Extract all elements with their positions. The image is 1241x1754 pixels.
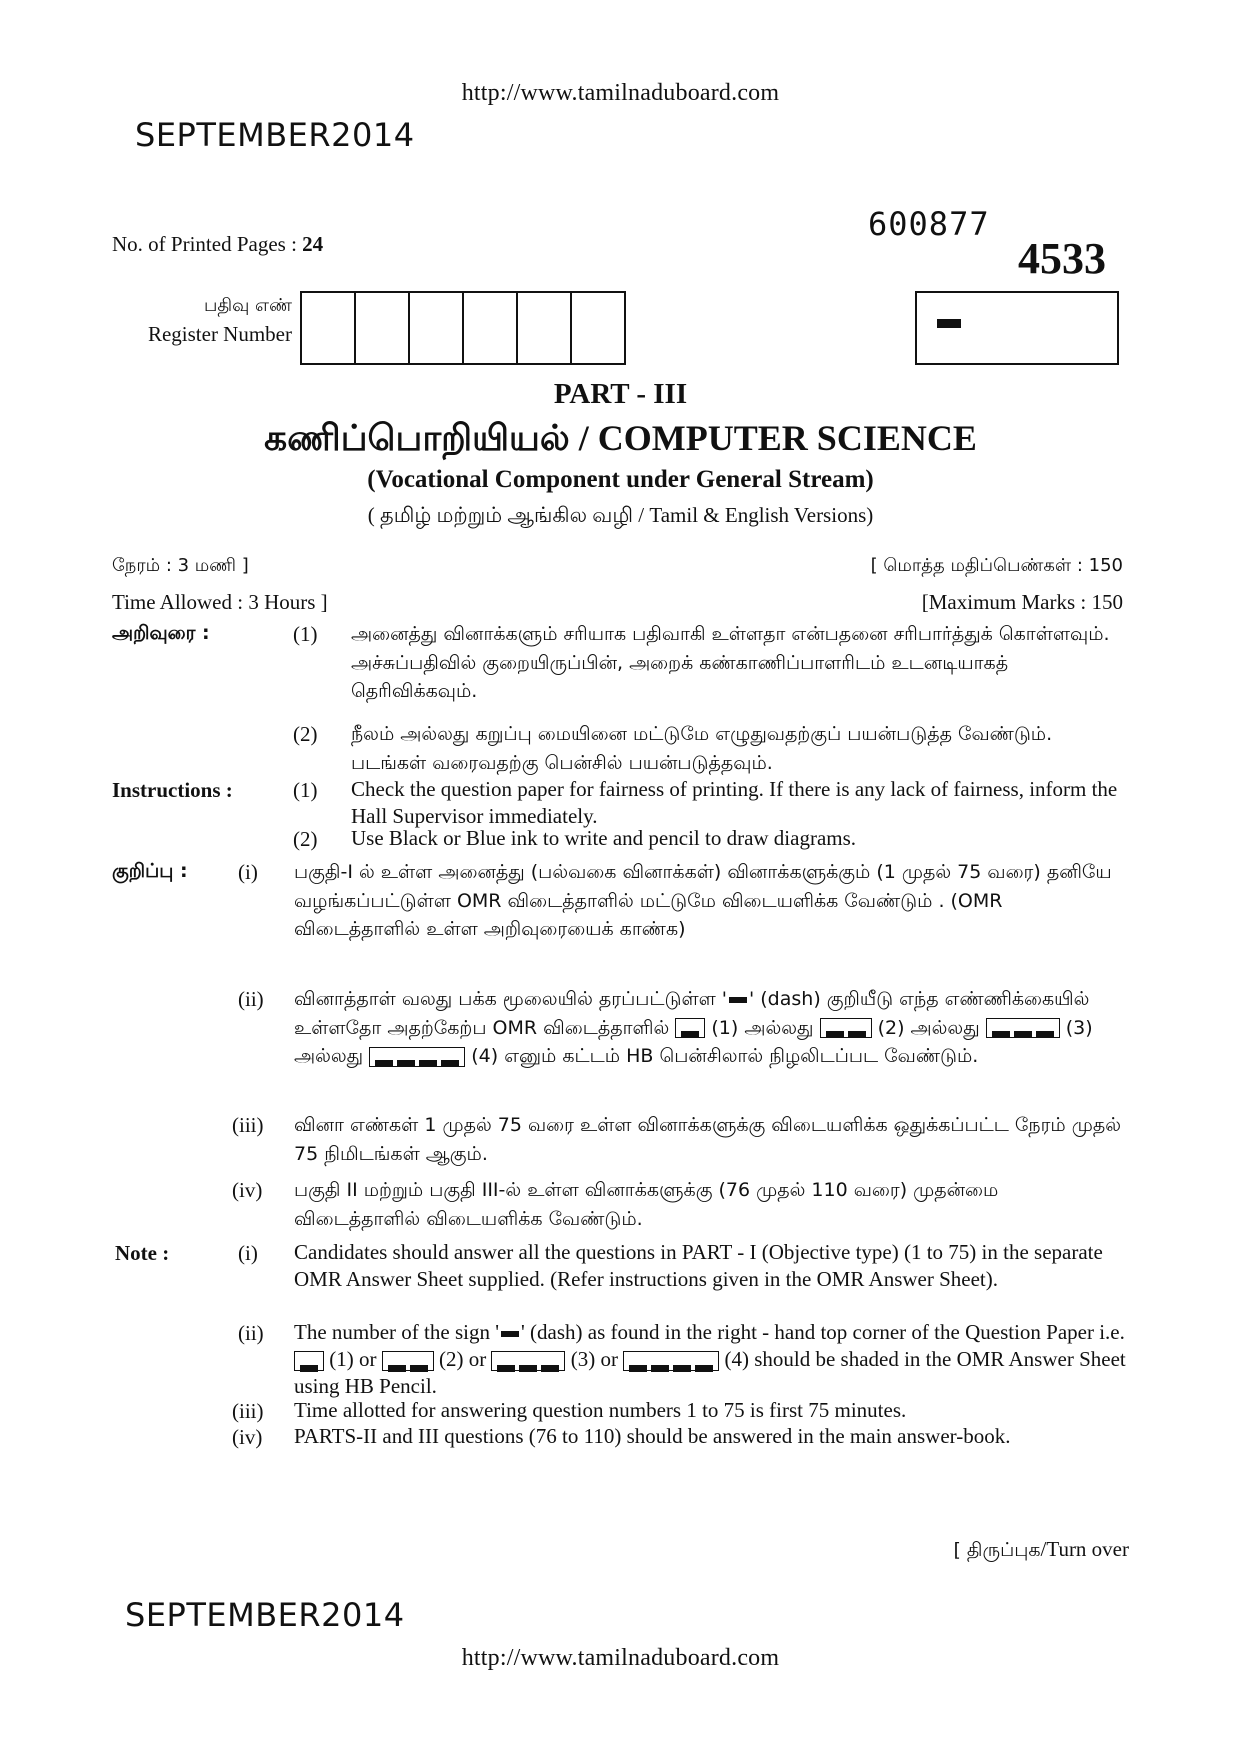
url-bottom[interactable]: http://www.tamilnaduboard.com [461, 1645, 780, 1671]
register-digit-box[interactable] [302, 293, 356, 363]
printed-pages [112, 232, 323, 257]
register-label [100, 292, 292, 348]
note-en-dash-text-4: (2) or [438, 1347, 487, 1371]
note-en-text: Time allotted for answering question numbers 1 to 75 is first 75 minutes. [294, 1398, 907, 1422]
dash-sign-box [915, 291, 1119, 365]
register-digit-box[interactable] [356, 293, 410, 363]
omr-box-3-icon [986, 1018, 1060, 1038]
instruction-en-text: Use Black or Blue ink to write and pencil to draw diagrams. [351, 826, 857, 850]
instruction-ta-text: அனைத்து வினாக்களும் சரியாக பதிவாகி உள்ளதா என்பதனை சரிபார்த்துக் கொள்ளவும். அச்சுப்பதிவில் குறையிருப்பின், அறைக் கண்காணிப்பாளரிடம் உடனடியாகத் தெரிவிக்கவும். [351, 623, 1110, 702]
instruction-en-number: (1) [293, 778, 318, 802]
note-ta-text: பகுதி II மற்றும் பகுதி III-ல் உள்ள வினாக்களுக்கு (76 முதல் 110 வரை) முதன்மை விடைத்தாளில் விடையளிக்க வேண்டும். [294, 1179, 999, 1230]
note-en-dash-text-1: The number of the sign ' [294, 1320, 499, 1344]
register-label-ta: பதிவு எண் [203, 295, 292, 316]
note-ta-dash-text-6: (4) எனும் கட்டம் HB பென்சிலால் நிழலிடப்பட வேண்டும். [471, 1045, 979, 1067]
register-label-en: Register Number [147, 322, 292, 346]
omr-box-1-icon [675, 1018, 705, 1038]
note-en-dash-text-6: (4) should be shaded in the OMR Answer Sheet using HB Pencil. [294, 1347, 1126, 1398]
printed-pages-label: No. of Printed Pages : [112, 232, 297, 256]
register-digit-box[interactable] [464, 293, 518, 363]
note-ta-number: (iv) [232, 1178, 263, 1202]
instructions-en-label: Instructions : [112, 778, 233, 802]
note-ta-text: வினா எண்கள் 1 முதல் 75 வரை உள்ள வினாக்களுக்கு விடையளிக்க ஒதுக்கப்பட்ட நேரம் முதல் 75 நிமிடங்கள் ஆகும். [294, 1114, 1122, 1165]
turn-over [953, 1537, 1129, 1564]
url-top[interactable]: http://www.tamilnaduboard.com [461, 80, 780, 106]
omr-box-2-icon [820, 1018, 872, 1038]
note-ta-dash-text-5: (3) அல்லது [294, 1016, 1093, 1067]
note-en-number: (i) [238, 1241, 258, 1265]
dash-sign-icon [501, 1331, 519, 1337]
note-ta-number: (iii) [232, 1113, 264, 1137]
instruction-ta-number: (1) [293, 622, 318, 646]
instruction-ta-number: (2) [293, 722, 318, 746]
stamp-bottom: SEPTEMBER2014 [125, 1596, 405, 1634]
instruction-en-text: Check the question paper for fairness of printing. If there is any lack of fairness, inform the Hall Supervisor immediately. [351, 777, 1118, 828]
part-title: PART - III [553, 378, 688, 410]
note-ta-text: பகுதி-I ல் உள்ள அனைத்து (பல்வகை வினாக்கள்) வினாக்களுக்கும் (1 முதல் 75 வரை) தனியே வழங்கப்பட்டுள்ள OMR விடைத்தாளில் மட்டுமே விடையளிக்க வேண்டும் . (OMR விடைத்தாளில் உள்ள அறிவுரையைக் காண்க) [294, 861, 1112, 940]
note-ta-dash-text-3: (1) அல்லது [711, 1016, 814, 1039]
time-ta: நேரம் : 3 மணி ] [112, 555, 249, 576]
omr-box-4-icon [369, 1047, 465, 1067]
serial-number: 600877 [868, 205, 990, 243]
register-digit-box[interactable] [410, 293, 464, 363]
note-en-text: Candidates should answer all the questions in PART - I (Objective type) (1 to 75) in the separate OMR Answer Sheet supplied. (Refer instructions given in the OMR Answer Sheet). [294, 1240, 1103, 1291]
note-en-number: (iii) [232, 1399, 264, 1423]
note-ta-label: குறிப்பு : [112, 860, 188, 882]
instruction-ta-text: நீலம் அல்லது கறுப்பு மையினை மட்டுமே எழுதுவதற்குப் பயன்படுத்த வேண்டும். படங்கள் வரைவதற்கு பென்சில் பயன்படுத்தவும். [351, 723, 1053, 774]
note-ta-dash-instruction [294, 985, 1124, 1071]
note-en-label: Note : [115, 1241, 170, 1265]
paper-code: 4533 [1018, 234, 1106, 283]
note-en-number: (ii) [238, 1321, 264, 1345]
subject-title: கணிப்பொறியியல் / COMPUTER SCIENCE [264, 418, 977, 458]
dash-sign-icon [729, 997, 747, 1003]
register-number-boxes[interactable] [300, 291, 626, 365]
versions-subtitle: ( தமிழ் மற்றும் ஆங்கில வழி / Tamil & English Versions) [367, 503, 874, 527]
note-ta-number: (ii) [238, 987, 264, 1011]
note-en-dash-text-3: (1) or [329, 1347, 377, 1371]
note-ta-dash-text-4: (2) அல்லது [877, 1016, 980, 1039]
turn-over-ta: [ திருப்புக [953, 1539, 1041, 1561]
note-en-dash-text-2: ' (dash) as found in the right - hand top corner of the Question Paper i.e. [521, 1320, 1125, 1344]
instructions-ta-label: அறிவுரை : [112, 622, 210, 644]
component-subtitle: (Vocational Component under General Stream) [367, 466, 874, 493]
omr-box-4-icon [623, 1351, 719, 1371]
note-en-number: (iv) [232, 1425, 263, 1449]
note-en-text: PARTS-II and III questions (76 to 110) should be answered in the main answer-book. [294, 1424, 1011, 1448]
register-digit-box[interactable] [572, 293, 624, 363]
note-ta-dash-text-1: வினாத்தாள் வலது பக்க மூலையில் தரப்பட்டுள்ள ' [294, 988, 727, 1010]
note-ta-number: (i) [238, 860, 258, 884]
printed-pages-value: 24 [302, 232, 324, 256]
omr-box-3-icon [491, 1351, 565, 1371]
dash-sign-mark [937, 319, 961, 328]
instruction-en-number: (2) [293, 827, 318, 851]
omr-box-1-icon [294, 1351, 324, 1371]
marks-ta: [ மொத்த மதிப்பெண்கள் : 150 [870, 555, 1123, 576]
omr-box-2-icon [382, 1351, 434, 1371]
note-ta-dash-text-2: ' (dash) குறியீடு எந்த எண்ணிக்கையில் உள்ளதோ அதற்கேற்ப OMR விடைத்தாளில் [294, 988, 1090, 1039]
note-en-dash-text-5: (3) or [570, 1347, 618, 1371]
register-digit-box[interactable] [518, 293, 572, 363]
time-en: Time Allowed : 3 Hours ] [112, 590, 328, 614]
stamp-top: SEPTEMBER2014 [135, 116, 415, 154]
marks-en: [Maximum Marks : 150 [921, 590, 1123, 614]
note-en-dash-instruction [294, 1319, 1127, 1400]
turn-over-en: /Turn over [1040, 1537, 1129, 1561]
